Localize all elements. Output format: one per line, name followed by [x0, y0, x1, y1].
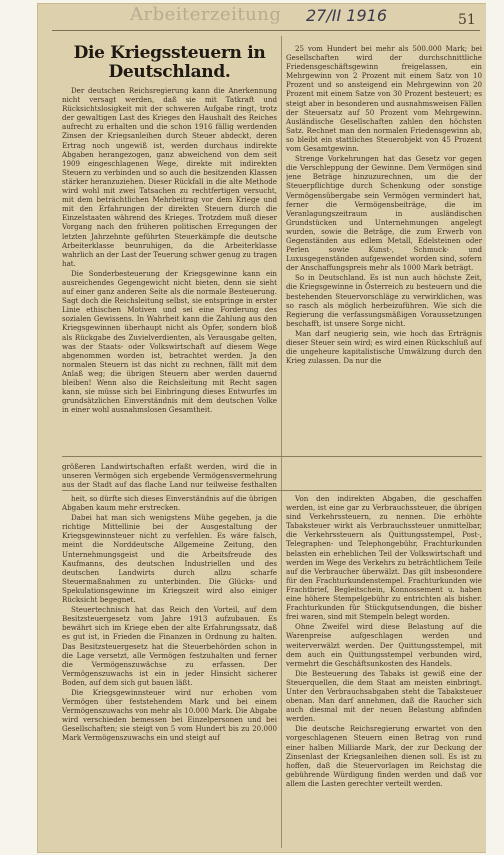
paragraph: Die deutsche Reichsregierung erwartet von den vorgeschlagenen Steuern einen Betrag von rund einer halben Milliarde Mark, der zur Deckung der Zinsenlast der Kriegsanleihen dienen soll. Es ist zu hoffen, daß die Steuervorlagen im Reichstag die gebührende Würdigung finden werden und daß vor allem die Lasten gerechter verteilt werden.	[286, 724, 482, 788]
column-left-top	[62, 44, 277, 454]
masthead-rule	[52, 30, 480, 31]
scan-margin-left	[0, 0, 38, 855]
paragraph: 25 vom Hundert bei mehr als 500.000 Mark; bei Gesellschaften wird der durchschnittliche Friedensgeschäftsgewinn freigelassen, ein Mehrgewinn von 2 Prozent mit einem Satz von 10 Prozent und so ansteigend ein Mehrgewinn von 20 Prozent mit einem Satze von 30 Prozent besteuert; es steigt aber in besonderen und ausnahmsweisen Fällen der Steuersatz auf 50 Prozent vom Mehrgewinn. Ausländische Gesellschaften zahlen den höchsten Satz. Rechnet man den normalen Friedensgewinn ab, so bleibt ein stattliches Steuerobjekt von 45 Prozent vom Gesamtgewinn.	[286, 44, 482, 154]
paragraph: Ohne Zweifel wird diese Belastung auf die Warenpreise aufgeschlagen werden und weiterverwälzt werden. Der Quittungsstempel, mit dem auch ein Quittungsstempel verbunden wird, vermehrt die Geschäftsunkosten des Handels.	[286, 622, 482, 668]
continuation-fragment	[62, 462, 277, 490]
column-left-bottom	[62, 494, 277, 846]
paragraph: Steuertechnisch hat das Reich den Vorteil, auf dem Besitzsteuergesetz vom Jahre 1913 aufzubauen. Es bewährt sich im Kriege eben der alte Erfahrungssatz, daß es gut ist, in Frieden die Finanzen in Ordnung zu halten. Das Besitzsteuergesetz hat die Steuerbehörden schon in die Lage versetzt, alle Vermögen festzuhalten und ferner die Vermögenszuwächse zu erfassen. Der Vermögenszuwachs ist ein in jeder Hinsicht sicherer Boden, auf dem sich gut bauen läßt.	[62, 605, 277, 687]
masthead: Arbeiterzeitung	[130, 4, 282, 25]
paragraph: Die Besteuerung des Tabaks ist gewiß eine der Steuerquellen, die dem Staat am meisten einbringt. Unter den Verbrauchsabgaben steht die Tabaksteuer obenan. Man darf annehmen, daß die Raucher sich auch diesmal mit der neuen Belastung abfinden werden.	[286, 668, 482, 724]
paragraph: Strenge Vorkehrungen hat das Gesetz vor gegen die Verschleppung der Gewinne. Dem Vermögen sind jene Beträge hinzuzurechnen, um die der Steuerpflichtige durch Schenkung oder sonstige Vermögensübergabe sein Vermögen vermindert hat, ferner die Vermögensbeiträge, die im Veranlagungszeitraum in ausländischen Grundstücken und Unternehmungen angelegt wurden, sowie die Beträge, die zum Erwerb von Gegenständen aus edlem Metall, Edelsteinen oder Perlen sowie Kunst-, Schmuck- und Luxusgegenständen aufgewendet worden sind, sofern der Anschaffungspreis mehr als 1000 Mark beträgt.	[286, 154, 482, 273]
paragraph: größeren Landwirtschaften erfaßt werden, wird die in unseren Vermögen sich ergebende Vermögensvermehrung aus der Stadt auf das flache Land nur teilweise festhalten	[62, 462, 277, 490]
paragraph: Die Sonderbesteuerung der Kriegsgewinne kann ein ausreichendes Gegengewicht nicht bieten, denn sie sieht auf einer ganz anderen Seite als die normale Besteuerung. Sagt doch die Reichsleitung selbst, sie entspringe in erster Linie ethischen Motiven und sei eine Forderung des sozialen Gewissens. In Wahrheit kann die Zahlung aus den Kriegsgewinnen überhaupt nicht als Opfer, sondern bloß als Rückgabe des Zuvielverdienten, als Verausgabe gelten, was der Staats- oder Volkswirtschaft auf diesem Wege abgenommen worden ist, betrachtet werden. Ja den normalen Steuern ist das nicht zu rechnen, fällt mit dem Anlaß weg; die übrigen Steuern aber werden dauernd bleiben! Wenn also die Reichsleitung mit Recht sagen kann, sie müsse sich bei Einbringung dieses Entwurfes im grundsätzlichen Einverständnis mit dem deutschen Volke in einer wohl ausnahmslosen Gesamtheit.	[62, 268, 277, 415]
article-headline: Die Kriegssteuern in Deutschland.	[73, 44, 266, 82]
paragraph: Man darf neugierig sein, wie hoch das Erträgnis dieser Steuer sein wird; es wird einen Rückschluß auf die ungeheure kapitalistische Umwälzung durch den Krieg zulassen. Da nur die	[286, 328, 482, 366]
column-right-top	[286, 44, 482, 454]
scan-margin-right	[486, 0, 504, 855]
column-rule	[281, 36, 282, 848]
column-right-bottom	[286, 494, 482, 846]
handwritten-date: 27/II 1916	[306, 6, 387, 25]
paragraph: Die Kriegsgewinnsteuer wird nur erhoben vom Vermögen über feststehendem Mark und bei einem Vermögenszuwachs von mehr als 10.000 Mark. Die Abgabe wird verschieden bemessen bei Einzelpersonen und bei Gesellschaften; sie steigt von 5 vom Hundert bis zu 20.000 Mark Vermögenszuwachs ein und steigt auf	[62, 687, 277, 743]
paragraph: Von den indirekten Abgaben, die geschaffen werden, ist eine gar zu Verbrauchssteuer, die übrigen sind Verkehrssteuern, zu nennen. Die erhöhte Tabaksteuer wirkt als Verbrauchssteuer unmittelbar, die Verkehrssteuern als Quittungsstempel, Post-, Telegraphen- und Telephongebühr, Frachturkunden belasten ein erheblichen Teil der Volkswirtschaft und werden im Wege des Verkehrs zu beträchtlichem Teile auf die Verbraucher überwälzt. Das gilt insbesondere für den Frachturkundenstempel. Frachturkunden wie Frachtbrief, Begleitschein, Konnossement u. haben eine höhere Stempelgebühr zu entrichten als bisher. Frachturkunden für Stückgutsendungen, die bisher frei waren, sind mit Stempeln belegt worden.	[286, 494, 482, 622]
paragraph: heit, so dürfte sich dieses Einverständnis auf die übrigen Abgaben kaum mehr erstrecken.	[62, 494, 277, 513]
paragraph: So in Deutschland. Es ist nun auch höchste Zeit, die Kriegsgewinne in Österreich zu besteuern und die bestehenden Steuervorschläge zu verwirklichen, was so rasch als möglich herbeizuführen. Wie sich die Regierung die verfassungsmäßigen Voraussetzungen beschafft, ist unsere Sorge nicht.	[286, 273, 482, 328]
clipping-seam-bottom	[62, 490, 482, 491]
clipping-seam-top	[62, 456, 482, 457]
paragraph: Dabei hat man sich wenigstens Mühe gegeben, ja die richtige Mittellinie bei der Ausgestaltung der Kriegsgewinnsteuer nicht zu verfehlen. Es wäre falsch, meint die Norddeutsche Allgemeine Zeitung, den Unternehmungsgeist und die Arbeitsfreude des Kaufmanns, des deutschen Industriellen und des deutschen Landwirts durch allzu scharfe Steuermaßnahmen zu unterbinden. Die Glücks- und Spekulationsgewinne im Kriegszeit wird also einiger Rücksicht begegnet.	[62, 513, 277, 605]
paragraph: Der deutschen Reichsregierung kann die Anerkennung nicht versagt werden, daß sie mit Tatkraft und Rücksichtslosigkeit mit der schweren Aufgabe ringt, trotz der gewaltigen Last des Krieges den Haushalt des Reiches aufrecht zu erhalten und die schon 1916 fällig werdenden Zinsen der Kriegsanleihen durch Steuer abdeckt, deren Ertrag noch ungewiß ist, werden durchaus indirekte Abgaben herangezogen, ganz abweichend von dem seit 1909 eingeschlagenen Wege, direkte mit indirekten Steuern zu verbinden und so auch die besitzenden Klassen stärker heranzuziehen. Dieser Rückfall in die alte Methode wird wohl mit zwei Tatsachen zu rechtfertigen versucht, mit dem beträchtlichen Mehrbeitrag vor dem Kriege und mit den Erfahrungen der direkten Steuern durch die Einzelstaaten während des Krieges. Trotzdem muß dieser Vorgang nach den früheren politischen Erregungen der letzten Jahrzehnte geführten Steuerkämpfe die deutsche Arbeiterklasse beunruhigen, da die Arbeiterklasse wahrlich an der Last der Teuerung schwer genug zu tragen hat.	[62, 86, 277, 268]
page-number: 51	[458, 12, 476, 28]
